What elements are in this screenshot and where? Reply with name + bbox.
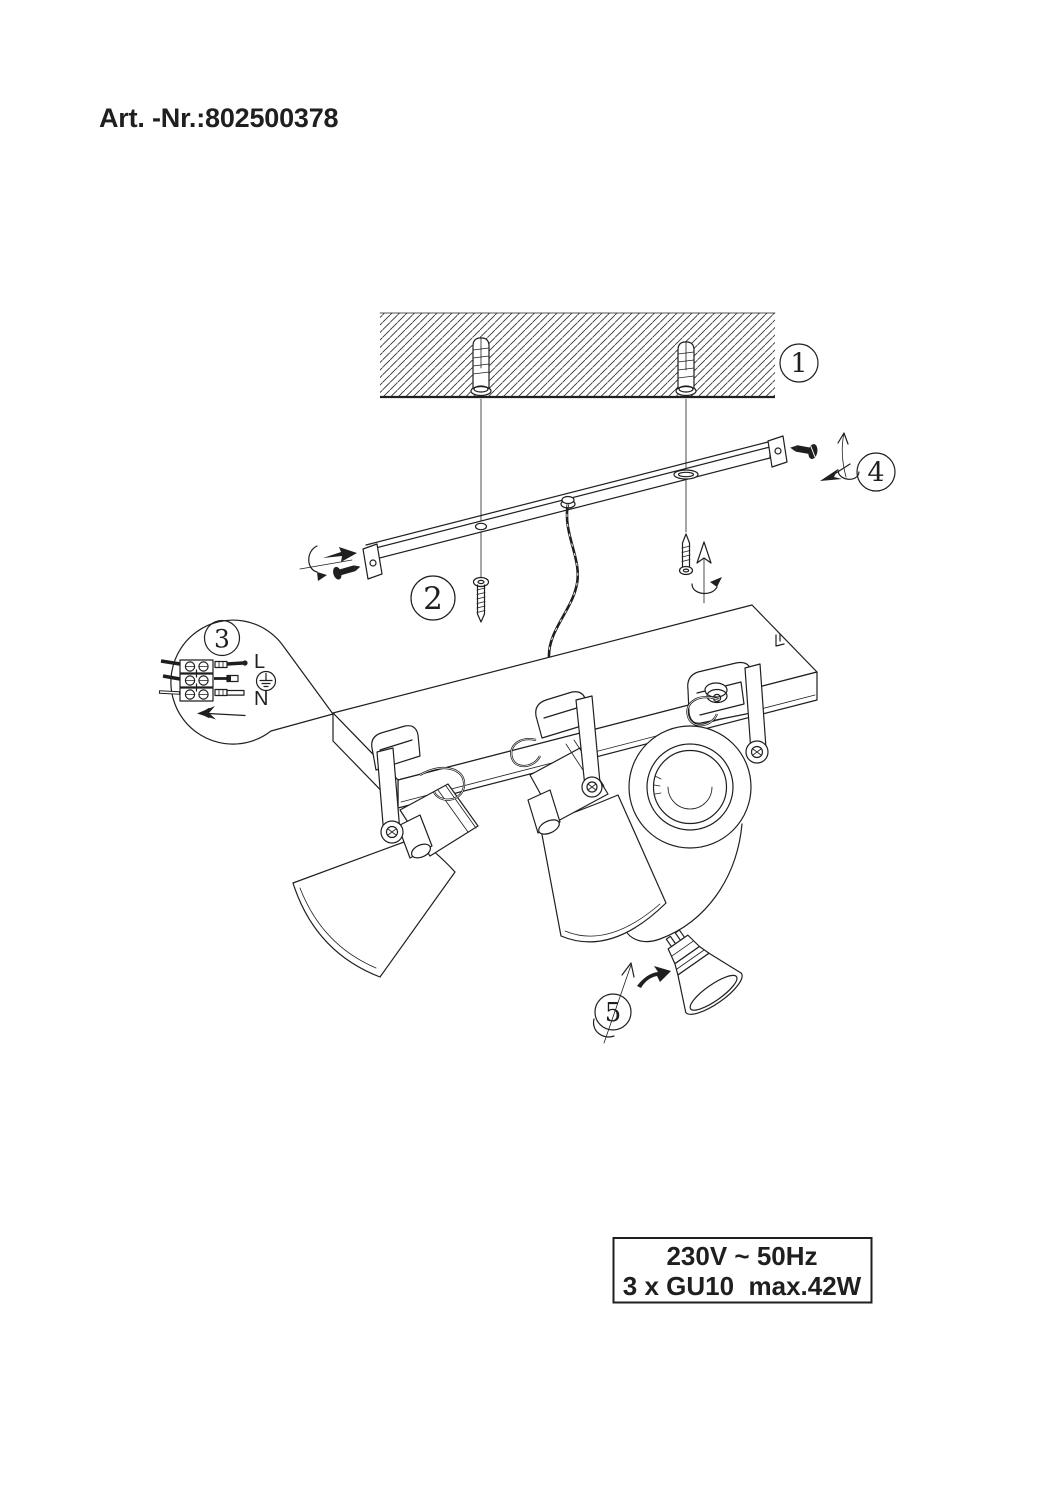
mounting-screw-step2: [474, 578, 489, 623]
svg-text:1: 1: [790, 348, 808, 380]
step-1-badge: [780, 344, 818, 382]
ceiling-section: [380, 313, 775, 397]
bracket-screw-left: [300, 546, 362, 581]
wiring-callout: [159, 620, 333, 744]
svg-text:2: 2: [423, 581, 443, 617]
wall-plug-right: [676, 342, 696, 396]
bracket-screw-right: [789, 433, 859, 481]
step-4-badge: [857, 453, 895, 491]
svg-text:4: 4: [867, 457, 885, 489]
rotation-arrow-screw-right: [692, 542, 722, 603]
live-label: L: [254, 651, 266, 673]
neutral-label: N: [254, 688, 269, 710]
svg-text:3: 3: [214, 624, 230, 654]
mounting-screw-right: [680, 534, 693, 575]
power-cable: [549, 497, 578, 658]
article-number: Art. -Nr.:802500378: [99, 103, 339, 133]
step-2-badge: [411, 576, 455, 620]
rating-lamp: 3 x GU10 max.42W: [622, 1271, 862, 1301]
svg-text:5: 5: [604, 998, 622, 1028]
rating-voltage: 230V ~ 50Hz: [666, 1241, 818, 1271]
step-5-badge: [595, 994, 631, 1030]
ratings-box: [614, 1238, 872, 1303]
wall-plug-left: [471, 338, 491, 396]
